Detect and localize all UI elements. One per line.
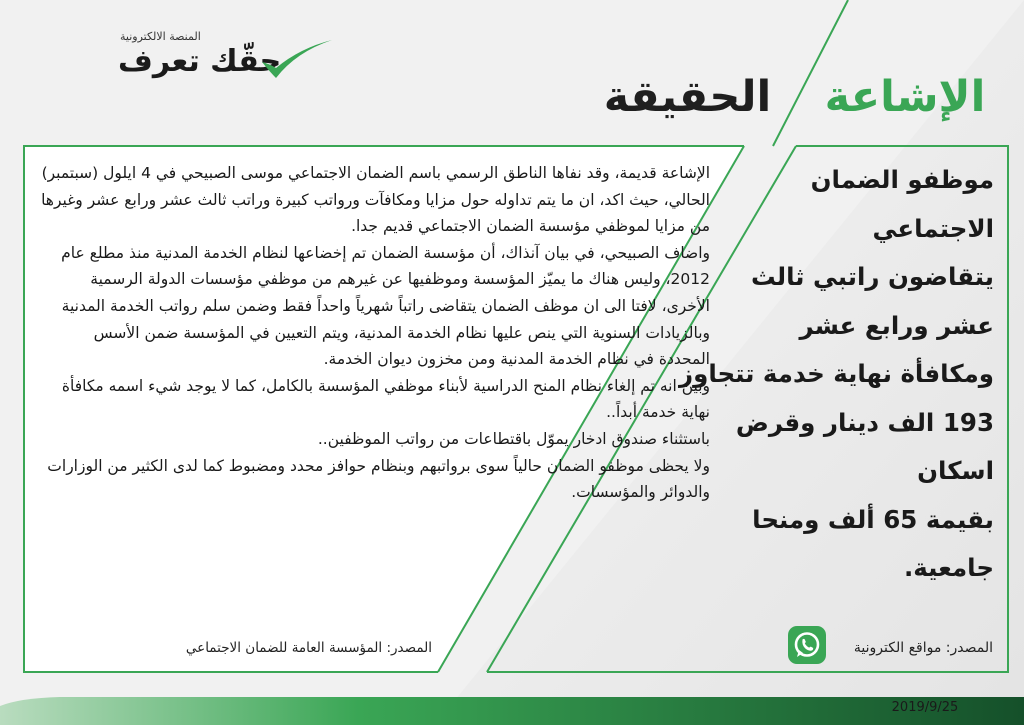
logo-subtitle: المنصة الالكترونية — [120, 30, 201, 43]
rumor-line: ومكافأة نهاية خدمة تتجاوز — [679, 359, 994, 388]
fact-paragraph: باستثناء صندوق ادخار يموّل باقتطاعات من رواتب الموظفين.. — [317, 429, 710, 448]
fact-heading: الحقيقة — [603, 72, 772, 122]
footer-date: 2019/9/25 — [891, 700, 959, 715]
fact-paragraph: وبين انه تم إلغاء نظام المنح الدراسية لأبناء موظفي المؤسسة بالكامل، كما لا يوجد شيء اسمه مكافأة نهاية خدمة أبداً.. — [61, 376, 710, 422]
fact-paragraph: الإشاعة قديمة، وقد نفاها الناطق الرسمي باسم الضمان الاجتماعي موسى الصبيحي في 4 ايلول (سبتمبر) الحالي، حيث اكد، ان ما يتم تداوله حول مزايا ومكافآت ورواتب كبيرة وراتب ثالث عشر ورابع عشر وغيرها من مزايا لموظفي مؤسسة الضمان الاجتماعي قديم جدا. — [41, 164, 710, 236]
whatsapp-icon — [788, 626, 826, 664]
rumor-text — [676, 156, 994, 593]
fact-paragraph: واضاف الصبيحي، في بيان آنذاك، أن مؤسسة الضمان تم إخضاعها لنظام الخدمة المدنية منذ مطلع عام 2012، وليس هناك ما يميّز المؤسسة وموظفيها عن غيرهم من موظفي مؤسسات الدولة الرسمية الأخرى، لافتا الى ان موظف الضمان يتقاضى راتباً شهرياً واحداً فقط وضمن سلم رواتب الخدمة المدنية وبالزيادات السنوية التي ينص عليها نظام الخدمة المدنية، ويتم التعيين في المؤسسة ضمن الأسس المحددة في نظام الخدمة المدنية ومن مخزون ديوان الخدمة. — [61, 243, 710, 369]
rumor-heading: الإشاعة — [824, 72, 986, 122]
rumor-line: 193 الف دينار وقرض اسكان — [735, 407, 994, 485]
rumor-line: موظفو الضمان — [810, 165, 994, 194]
rumor-line: بقيمة 65 ألف ومنحا جامعية. — [752, 504, 994, 582]
fact-source: المصدر: المؤسسة العامة للضمان الاجتماعي — [185, 640, 432, 656]
fact-paragraph: ولا يحظى موظفو الضمان حالياً سوى برواتبهم وبنظام حوافز محدد ومضبوط كما لدى الكثير من الوزارات والدوائر والمؤسسات. — [47, 456, 710, 502]
rumor-line: يتقاضون راتبي ثالث — [750, 262, 994, 291]
rumor-line: عشر ورابع عشر — [799, 310, 994, 340]
rumor-line: الاجتماعي — [872, 213, 994, 243]
logo — [58, 30, 288, 100]
checkmark-icon — [256, 34, 336, 84]
rumor-source: المصدر: مواقع الكترونية — [853, 640, 993, 656]
fact-text — [38, 160, 710, 506]
logo-name: حقّك تعرف — [118, 44, 282, 79]
